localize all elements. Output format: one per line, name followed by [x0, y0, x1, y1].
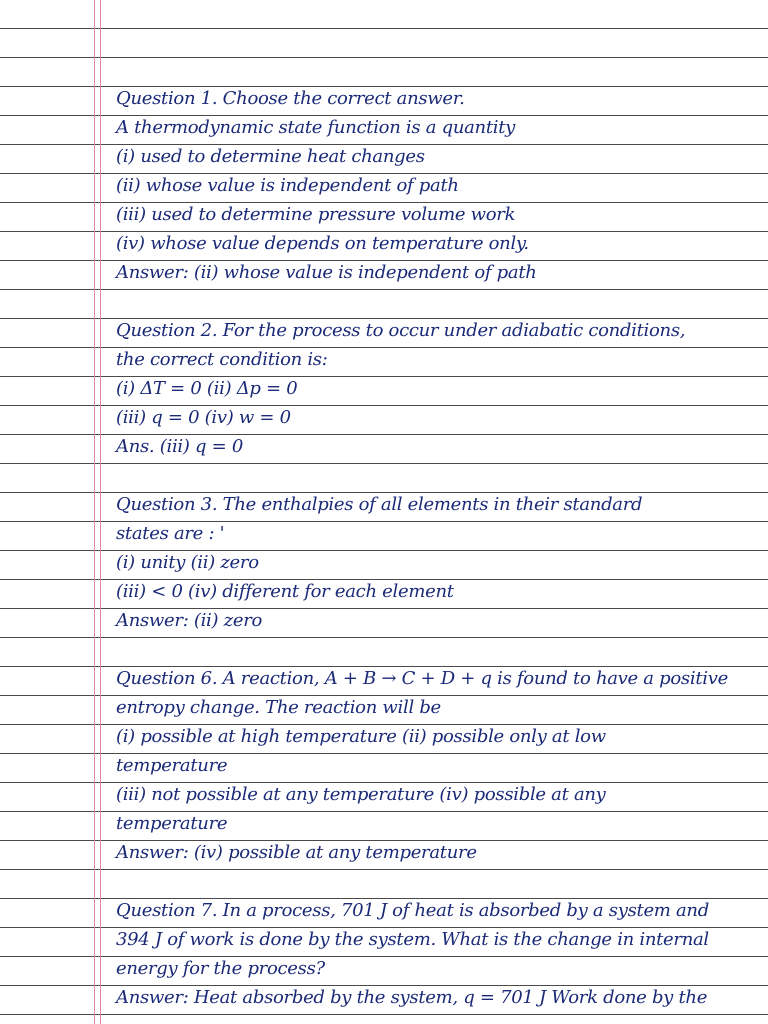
question-1-option-iii: (iii) used to determine pressure volume work	[116, 204, 516, 225]
question-2-options-1: (i) ΔT = 0 (ii) Δp = 0	[116, 378, 298, 399]
question-3-options-2: (iii) < 0 (iv) different for each element	[116, 581, 454, 602]
question-6-title: Question 6. A reaction, A + B → C + D + q is found to have a positive	[116, 668, 728, 689]
question-1-answer: Answer: (ii) whose value is independent of path	[116, 262, 537, 283]
question-1-option-i: (i) used to determine heat changes	[116, 146, 425, 167]
question-6-options-1-cont: temperature	[116, 755, 228, 776]
question-2-block	[116, 316, 756, 461]
question-2-stem: the correct condition is:	[116, 349, 328, 370]
question-2-title: Question 2. For the process to occur under adiabatic conditions,	[116, 320, 686, 341]
handwritten-notes	[116, 84, 756, 1012]
question-6-options-2: (iii) not possible at any temperature (iv) possible at any	[116, 784, 606, 805]
blank-line	[116, 635, 756, 664]
question-7-stem-2: energy for the process?	[116, 958, 325, 979]
question-3-stem: states are : '	[116, 523, 225, 544]
question-6-options-1: (i) possible at high temperature (ii) possible only at low	[116, 726, 606, 747]
question-3-answer: Answer: (ii) zero	[116, 610, 263, 631]
question-3-block	[116, 490, 756, 635]
question-7-stem-1: 394 J of work is done by the system. What is the change in internal	[116, 929, 709, 950]
margin-line	[94, 0, 95, 1024]
blank-line	[116, 867, 756, 896]
blank-line	[116, 287, 756, 316]
margin-line	[100, 0, 101, 1024]
question-6-answer: Answer: (iv) possible at any temperature	[116, 842, 477, 863]
question-1-stem: A thermodynamic state function is a quantity	[116, 117, 516, 138]
question-3-options-1: (i) unity (ii) zero	[116, 552, 259, 573]
question-1-title: Question 1. Choose the correct answer.	[116, 88, 465, 109]
question-7-title: Question 7. In a process, 701 J of heat is absorbed by a system and	[116, 900, 709, 921]
question-6-options-2-cont: temperature	[116, 813, 228, 834]
question-7-block	[116, 896, 756, 1012]
question-2-options-2: (iii) q = 0 (iv) w = 0	[116, 407, 291, 428]
question-6-block	[116, 664, 756, 867]
question-2-answer: Ans. (iii) q = 0	[116, 436, 244, 457]
question-1-block	[116, 84, 756, 287]
question-1-option-iv: (iv) whose value depends on temperature only.	[116, 233, 529, 254]
blank-line	[116, 461, 756, 490]
question-3-title: Question 3. The enthalpies of all elements in their standard	[116, 494, 643, 515]
question-6-stem: entropy change. The reaction will be	[116, 697, 441, 718]
question-7-answer: Answer: Heat absorbed by the system, q = 701 J Work done by the	[116, 987, 708, 1008]
question-1-option-ii: (ii) whose value is independent of path	[116, 175, 459, 196]
